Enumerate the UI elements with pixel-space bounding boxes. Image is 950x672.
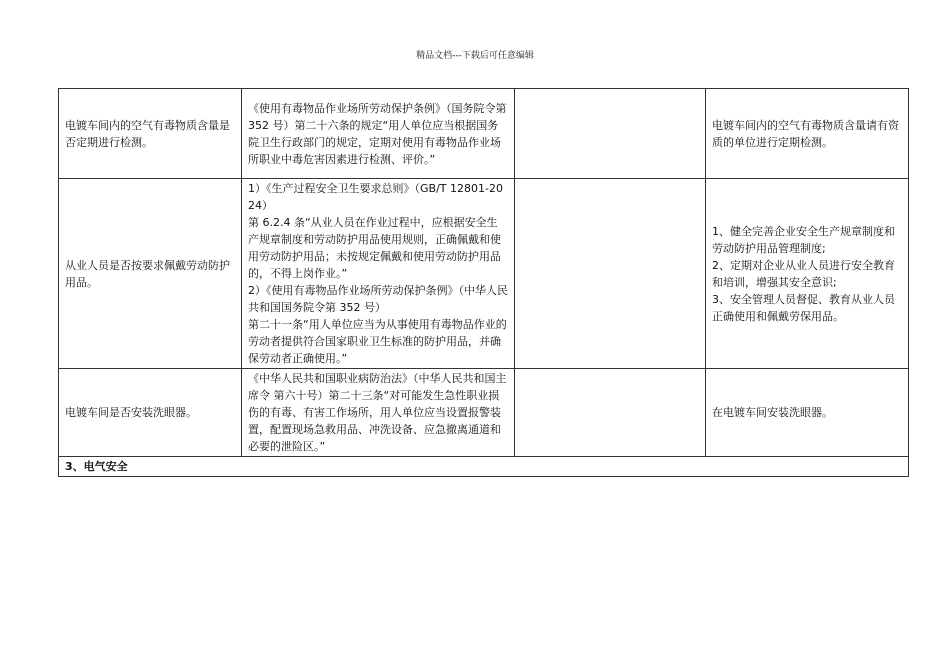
check-item-cell: 电镀车间是否安装洗眼器。 [59,369,242,457]
measure-cell [706,89,909,179]
inspection-table [58,88,909,477]
table-row [59,179,909,369]
section-title: 3、电气安全 [59,457,909,477]
measure-text: 电镀车间内的空气有毒物质含量请有资质的单位进行定期检测。 [712,118,899,149]
status-cell [515,179,706,369]
basis-text: 《使用有毒物品作业场所劳动保护条例》（国务院令第 352 号）第二十六条的规定“用人单位应当根据国务院卫生行政部门的规定，定期对使用有毒物品作业场所职业中毒危害因素进行检测、评价。” [248,101,507,166]
status-cell [515,89,706,179]
basis-text: 第二十一条“用人单位应当为从事使用有毒物品作业的劳动者提供符合国家职业卫生标准的防护用品，并确保劳动者正确使用。” [248,318,507,365]
measure-text: 3、安全管理人员督促、教育从业人员正确使用和佩戴劳保用品。 [712,292,895,323]
table-row [59,89,909,179]
basis-cell [242,179,515,369]
basis-text: 1）《生产过程安全卫生要求总则》（GB/T 12801-2024） [248,182,503,212]
table-row [59,369,909,457]
basis-text: 2）《使用有毒物品作业场所劳动保护条例》（中华人民共和国国务院令第 352 号） [248,284,508,314]
check-item-cell: 电镀车间内的空气有毒物质含量是否定期进行检测。 [59,89,242,179]
status-cell [515,369,706,457]
basis-text: 《中华人民共和国职业病防治法》（中华人民共和国主席令 第六十号）第二十三条“对可能发生急性职业损伤的有毒、有害工作场所，用人单位应当设置报警装置，配置现场急救用品、冲洗设备、应急撤离通道和必要的泄险区。” [248,372,507,453]
basis-cell [242,369,515,457]
measure-text: 在电镀车间安装洗眼器。 [712,406,833,419]
basis-cell [242,89,515,179]
basis-text: 第 6.2.4 条“从业人员在作业过程中，应根据安全生产规章制度和劳动防护用品使用规则，正确佩戴和使用劳动防护用品；未按规定佩戴和使用劳动防护用品的，不得上岗作业。” [248,216,501,280]
measure-cell [706,369,909,457]
check-item-cell: 从业人员是否按要求佩戴劳动防护用品。 [59,179,242,369]
measure-text: 2、定期对企业从业人员进行安全教育和培训，增强其安全意识; [712,258,895,289]
page-header: 精品文档---下载后可任意编辑 [416,51,534,61]
measure-cell [706,179,909,369]
section-row [59,457,909,477]
measure-text: 1、健全完善企业安全生产规章制度和劳动防护用品管理制度; [712,224,895,255]
